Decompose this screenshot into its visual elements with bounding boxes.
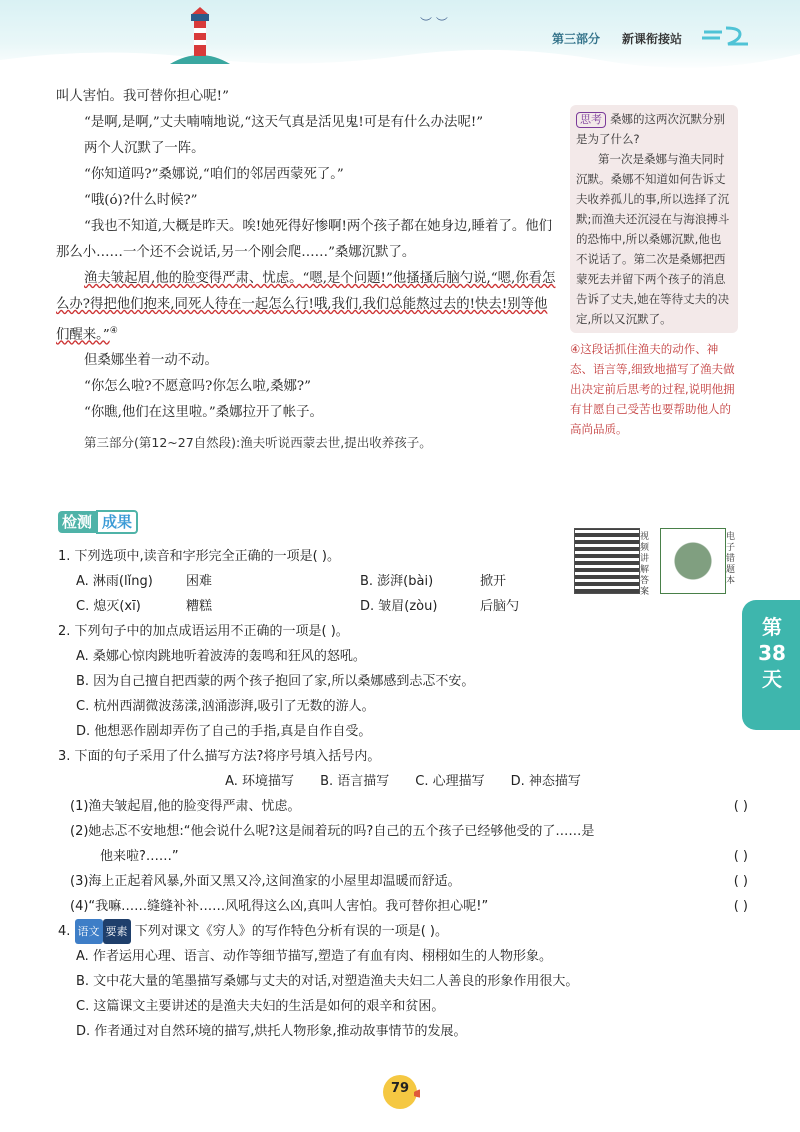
answer-blank[interactable]: ( ) bbox=[733, 899, 748, 914]
option: B. 澎湃(bài) bbox=[360, 574, 434, 589]
q3-item: (3)海上正起着风暴,外面又黑又冷,这间渔家的小屋里却温暖而舒适。 ( ) bbox=[58, 869, 748, 894]
q1-options bbox=[58, 569, 748, 619]
option: D. 他想恶作剧却弄伤了自己的手指,真是自作自受。 bbox=[76, 724, 372, 739]
answer-blank[interactable]: ( ) bbox=[733, 849, 748, 864]
wavy-underlined-text: 渔夫皱起眉,他的脸变得严肃、忧虑。“嗯,是个问题!”他搔搔后脑勺说,“嗯,你看怎么办?得把他们抱来,同死人待在一起怎么行!哦,我们,我们总能熬过去的!快去!别等他们醒来。” bbox=[56, 271, 556, 343]
q3-choices bbox=[58, 769, 748, 794]
story-paragraph: 叫人害怕。我可替你担心呢!” bbox=[56, 89, 229, 104]
think-answer: 第一次是桑娜与渔夫同时沉默。桑娜不知道如何告诉丈夫收养孤儿的事,所以选择了沉默;而渔夫还沉浸在与海浪搏斗的恐怖中,所以桑娜沉默,他也不说话了。第二次是桑娜把西蒙死去并留下两个孩子的消息告诉了丈夫,她在等待丈夫的决定,所以又沉默了。 bbox=[576, 152, 730, 326]
day-tab: 第38天 bbox=[742, 600, 800, 730]
option: 掀开 bbox=[480, 574, 507, 589]
q3-item: 他来啦?……” ( ) bbox=[58, 844, 748, 869]
option: C. 熄灭(xī) bbox=[76, 599, 141, 614]
note-marker: ④ bbox=[109, 326, 118, 336]
logo-icon bbox=[700, 24, 752, 48]
choice: B. 语言描写 bbox=[320, 774, 390, 789]
qr-error-book-label: 电子错题本 bbox=[726, 532, 736, 586]
think-tag: 思考 bbox=[576, 112, 606, 128]
option: A. 作者运用心理、语言、动作等细节描写,塑造了有血有肉、栩栩如生的人物形象。 bbox=[76, 949, 553, 964]
section-title: 检测 成果 bbox=[58, 511, 138, 535]
story-paragraph: “你怎么啦?不愿意吗?你怎么啦,桑娜?” bbox=[84, 379, 311, 395]
option: D. 皱眉(zòu) bbox=[360, 599, 438, 614]
think-question: 桑娜的这两次沉默分别是为了什么? bbox=[576, 112, 725, 146]
q3-item: (4)“我嘛……缝缝补补……风吼得这么凶,真叫人害怕。我可替你担心呢!” ( ) bbox=[58, 894, 748, 919]
option: D. 作者通过对自然环境的描写,烘托人物形象,推动故事情节的发展。 bbox=[76, 1024, 467, 1039]
story-paragraph: “你知道吗?”桑娜说,“咱们的邻居西蒙死了。” bbox=[84, 167, 344, 182]
questions bbox=[58, 544, 748, 1044]
think-box bbox=[570, 105, 738, 333]
section-label: 新课衔接站 bbox=[622, 32, 683, 46]
question-3: 3. 下面的句子采用了什么描写方法?将序号填入括号内。 bbox=[58, 749, 381, 764]
page-number: 79 bbox=[390, 1081, 410, 1096]
story-paragraph: “我也不知道,大概是昨天。唉!她死得好惨啊!两个孩子都在她身边,睡着了。他们那么小……一个还不会说话,另一个刚会爬……”桑娜沉默了。 bbox=[56, 219, 553, 260]
story-paragraph-highlighted bbox=[56, 266, 556, 348]
q3-item: (1)渔夫皱起眉,他的脸变得严肃、忧虑。 ( ) bbox=[58, 794, 748, 819]
choice: D. 神态描写 bbox=[510, 774, 581, 789]
option: 糟糕 bbox=[186, 599, 213, 614]
option: C. 这篇课文主要讲述的是渔夫夫妇的生活是如何的艰辛和贫困。 bbox=[76, 999, 445, 1014]
choice: A. 环境描写 bbox=[225, 774, 295, 789]
story-text bbox=[56, 84, 556, 456]
badge-chinese: 语文 bbox=[75, 919, 103, 944]
part-label: 第三部分 bbox=[552, 32, 601, 46]
choice: C. 心理描写 bbox=[415, 774, 485, 789]
option: B. 因为自己擅自把西蒙的两个孩子抱回了家,所以桑娜感到忐忑不安。 bbox=[76, 674, 475, 689]
answer-blank[interactable]: ( ) bbox=[733, 799, 748, 814]
story-paragraph: “哦(ó)?什么时候?” bbox=[84, 193, 198, 208]
option: 困难 bbox=[186, 574, 213, 589]
qr-video-label: 视频讲解答案 bbox=[640, 532, 650, 597]
side-notes bbox=[570, 105, 738, 439]
answer-blank[interactable]: ( ) bbox=[733, 874, 748, 889]
question-2: 2. 下列句子中的加点成语运用不正确的一项是( )。 bbox=[58, 624, 349, 639]
lighthouse-icon bbox=[170, 6, 230, 66]
option: A. 桑娜心惊肉跳地听着波涛的轰鸣和狂风的怒吼。 bbox=[76, 649, 366, 664]
question-4: 4. 语文 要素 下列对课文《穷人》的写作特色分析有误的一项是( )。 bbox=[58, 919, 748, 944]
story-paragraph: “你瞧,他们在这里啦。”桑娜拉开了帐子。 bbox=[84, 405, 323, 421]
story-paragraph: 但桑娜坐着一动不动。 bbox=[84, 353, 218, 369]
option: 后脑勺 bbox=[480, 599, 520, 614]
story-paragraph: 两个人沉默了一阵。 bbox=[84, 141, 205, 156]
page-header bbox=[0, 0, 800, 72]
q3-item: (2)她忐忑不安地想:“他会说什么呢?这是闹着玩的吗?自己的五个孩子已经够他受的了……是 bbox=[70, 824, 595, 839]
option: C. 杭州西湖微波荡漾,汹涌澎湃,吸引了无数的游人。 bbox=[76, 699, 375, 714]
option: A. 淋雨(lǐng) bbox=[76, 574, 153, 589]
story-paragraph: “是啊,是啊,”丈夫喃喃地说,“这天气真是活见鬼!可是有什么办法呢!” bbox=[84, 115, 484, 130]
question-1: 1. 下列选项中,读音和字形完全正确的一项是( )。 bbox=[58, 549, 340, 564]
badge-element: 要素 bbox=[103, 919, 131, 944]
annotation-note: ④这段话抓住渔夫的动作、神态、语言等,细致地描写了渔夫做出决定前后思考的过程,说明他拥有甘愿自己受苦也要帮助他人的高尚品质。 bbox=[570, 342, 735, 436]
birds-icon: ︶ ︶ bbox=[420, 16, 448, 30]
section-summary: 第三部分(第12~27自然段):渔夫听说西蒙去世,提出收养孩子。 bbox=[84, 435, 432, 451]
option: B. 文中花大量的笔墨描写桑娜与丈夫的对话,对塑造渔夫夫妇二人善良的形象作用很大。 bbox=[76, 974, 579, 989]
